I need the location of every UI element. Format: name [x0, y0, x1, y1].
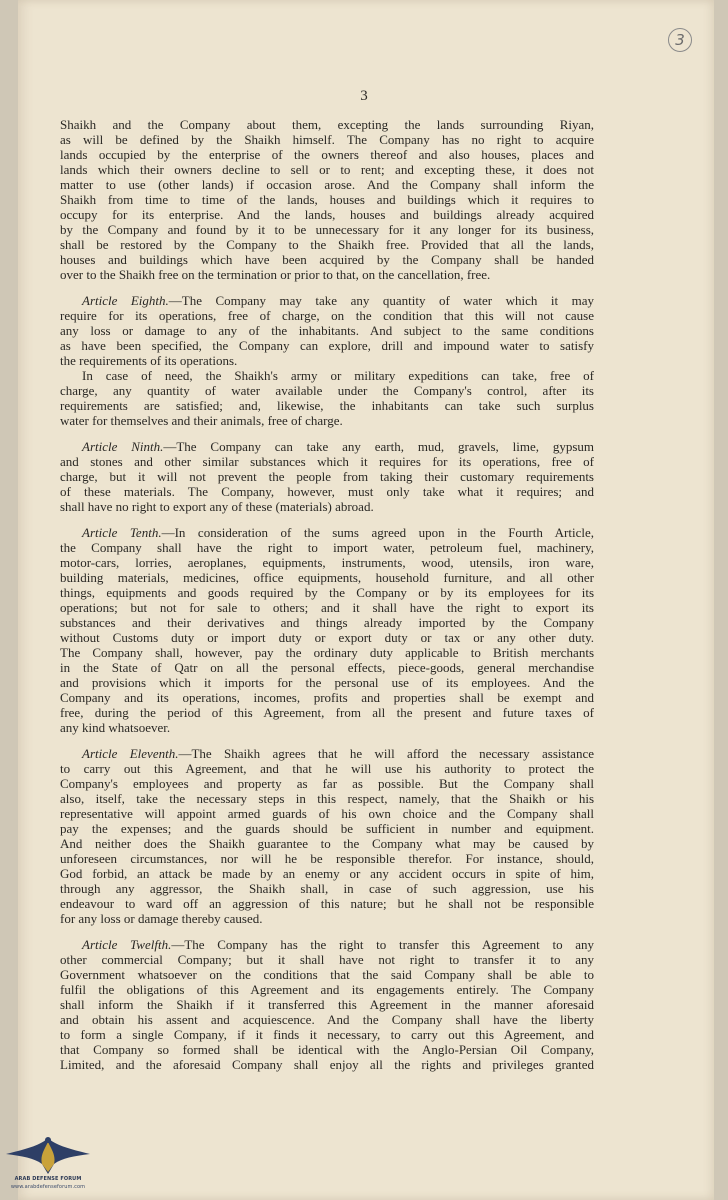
- text-line: [60, 484, 594, 499]
- text-line-content: Company and its operations, incomes, profits and properties shall be exempt and: [60, 690, 594, 705]
- text-line-content: —The Company has the right to transfer this Agreement to any: [171, 937, 594, 952]
- text-line: [60, 252, 594, 267]
- text-line-content: of these materials. The Company, however, must only take what it requires; and: [60, 484, 594, 499]
- text-line-content: and provisions which it imports for the personal use of its employees. And the: [60, 675, 594, 690]
- text-line-content: operations; but not for sale to others; and it shall have the right to export its: [60, 600, 594, 615]
- folio-number-stamp: 3: [668, 28, 692, 52]
- text-line: [60, 630, 594, 645]
- text-line-content: to form a single Company, if it finds it necessary, to carry out this Agreement, and: [60, 1027, 594, 1042]
- paragraph: [60, 746, 594, 926]
- text-line: [60, 776, 594, 791]
- text-line: [60, 293, 594, 308]
- paragraph: [60, 293, 594, 368]
- article-heading: Article Tenth.: [82, 525, 162, 540]
- text-line: [60, 308, 594, 323]
- text-line-content: lands which their owners decline to sell or to rent; and excepting these, it does not: [60, 162, 594, 177]
- text-line-content: and stones and other similar substances which it requires for its operations, free of: [60, 454, 594, 469]
- text-line: [60, 720, 594, 735]
- text-line-content: in the State of Qatr on all the personal effects, piece-goods, general merchandise: [60, 660, 594, 675]
- text-line: [60, 207, 594, 222]
- text-line: [60, 454, 594, 469]
- text-line-content: —The Shaikh agrees that he will afford the necessary assistance: [178, 746, 594, 761]
- text-line-content: The Company shall, however, pay the ordinary duty applicable to British merchants: [60, 645, 594, 660]
- text-line: [60, 555, 594, 570]
- text-line-content: endeavour to ward off an aggression of this nature; but he shall not be responsible: [60, 896, 594, 911]
- text-line: [60, 338, 594, 353]
- article-heading: Article Eighth.: [82, 293, 169, 308]
- text-line-content: require for its operations, free of charge, on the condition that this will not cause: [60, 308, 594, 323]
- text-line-content: shall inform the Shaikh if it transferred this Agreement in the manner aforesaid: [60, 997, 594, 1012]
- text-line-content: any loss or damage to any of the inhabitants. And subject to the same conditions: [60, 323, 594, 338]
- text-line-content: And neither does the Shaikh guarantee to the Company what may be caused by: [60, 836, 594, 851]
- text-line: [60, 881, 594, 896]
- text-line-content: through any aggressor, the Shaikh shall, in case of such aggression, use his: [60, 881, 594, 896]
- text-line-content: requirements are satisfied; and, likewise, the inhabitants can take such surplus: [60, 398, 594, 413]
- text-line: [60, 237, 594, 252]
- text-line-content: God forbid, an attack be made by an enemy or any accident occurs in spite of him,: [60, 866, 594, 881]
- text-line-content: by the Company and found by it to be unnecessary for it any longer for its business,: [60, 222, 594, 237]
- text-line: [60, 540, 594, 555]
- watermark-url: www.arabdefenseforum.com: [10, 1184, 86, 1190]
- text-line-content: houses and buildings which have been acquired by the Company shall be handed: [60, 252, 594, 267]
- text-line-content: without Customs duty or import duty or export duty or tax or any other duty.: [60, 630, 594, 645]
- text-line-content: Shaikh and the Company about them, excepting the lands surrounding Riyan,: [60, 117, 594, 132]
- text-line-content: building materials, medicines, office equipments, household furniture, and all other: [60, 570, 594, 585]
- text-line-content: —The Company may take any quantity of water which it may: [168, 293, 595, 308]
- text-line: [60, 997, 594, 1012]
- paragraph: [60, 525, 594, 735]
- text-line: [60, 439, 594, 454]
- text-line: [60, 967, 594, 982]
- text-line-content: motor-cars, lorries, aeroplanes, equipments, instruments, wood, utensils, iron ware,: [60, 555, 594, 570]
- text-line: [60, 323, 594, 338]
- text-line: [60, 675, 594, 690]
- text-line-content: Government whatsoever on the conditions that the said Company shall be able to: [60, 967, 594, 982]
- text-line-content: to carry out this Agreement, and that he will use his authority to protect the: [60, 761, 594, 776]
- paragraph: [60, 117, 594, 282]
- article-heading: Article Eleventh.: [82, 746, 179, 761]
- text-line: [60, 383, 594, 398]
- text-line-content: the requirements of its operations.: [60, 353, 238, 368]
- article-heading: Article Ninth.: [82, 439, 164, 454]
- text-line-content: occupy for its enterprise. And the lands, houses and buildings already acquired: [60, 207, 594, 222]
- text-line-content: for any loss or damage thereby caused.: [60, 911, 263, 926]
- text-line: [60, 866, 594, 881]
- eagle-logo-icon: [0, 1128, 96, 1178]
- text-line-content: substances and their derivatives and things already imported by the Company: [60, 615, 594, 630]
- text-line-content: unforeseen circumstances, nor will he be responsible therefor. For instance, should,: [60, 851, 594, 866]
- text-line-content: the Company shall have the right to import water, petroleum fuel, machinery,: [60, 540, 594, 555]
- text-line: [60, 147, 594, 162]
- text-line-content: any kind whatsoever.: [60, 720, 171, 735]
- text-line: [60, 791, 594, 806]
- text-line: [60, 746, 594, 761]
- text-line: [60, 952, 594, 967]
- text-line: [60, 851, 594, 866]
- text-line: [60, 836, 594, 851]
- text-line-content: matter to use (other lands) if occasion arose. And the Company shall inform the: [60, 177, 594, 192]
- text-line: [60, 525, 594, 540]
- text-line: [60, 937, 594, 952]
- text-line: [60, 615, 594, 630]
- text-line-content: as have been specified, the Company can explore, drill and impound water to satisfy: [60, 338, 594, 353]
- text-line: [60, 585, 594, 600]
- text-line-content: charge, any quantity of water available under the Company's control, after its: [60, 383, 594, 398]
- text-line: [60, 911, 594, 926]
- text-line: [60, 398, 594, 413]
- text-line: [60, 162, 594, 177]
- text-line: [60, 1012, 594, 1027]
- text-line-content: things, equipments and goods required by the Company or by its employees for its: [60, 585, 594, 600]
- text-line-content: pay the expenses; and the guards should be sufficient in number and equipment.: [60, 821, 594, 836]
- forum-watermark: [0, 1128, 96, 1200]
- text-line: [60, 132, 594, 147]
- text-line: [60, 469, 594, 484]
- text-line-content: fulfil the obligations of this Agreement and its engagements entirely. The Company: [60, 982, 594, 997]
- text-line-content: free, during the period of this Agreement, from all the present and future taxes of: [60, 705, 594, 720]
- text-line: [60, 982, 594, 997]
- article-heading: Article Twelfth.: [82, 937, 172, 952]
- text-line: [60, 413, 594, 428]
- text-line: [60, 705, 594, 720]
- text-line: [60, 645, 594, 660]
- text-line-content: charge, but it will not prevent the people from taking their customary requirements: [60, 469, 594, 484]
- text-line: [60, 690, 594, 705]
- text-line: [60, 499, 594, 514]
- text-line: [60, 761, 594, 776]
- text-line-content: shall be restored by the Company to the Shaikh free. Provided that all the lands,: [60, 237, 594, 252]
- text-line: [60, 600, 594, 615]
- text-line-content: In case of need, the Shaikh's army or military expeditions can take, free of: [82, 368, 594, 383]
- paragraph: [60, 439, 594, 514]
- watermark-title: ARAB DEFENSE FORUM: [14, 1176, 82, 1182]
- page-number: 3: [360, 88, 368, 104]
- text-line: [60, 896, 594, 911]
- text-line-content: as will be defined by the Shaikh himself. The Company has no right to acquire: [60, 132, 594, 147]
- text-line-content: other commercial Company; but it shall have not right to transfer it to any: [60, 952, 594, 967]
- text-line-content: —The Company can take any earth, mud, gravels, lime, gypsum: [163, 439, 594, 454]
- paragraph: [60, 937, 594, 1072]
- text-line-content: water for themselves and their animals, free of charge.: [60, 413, 343, 428]
- text-line-content: over to the Shaikh free on the termination or prior to that, on the cancellation, free.: [60, 267, 491, 282]
- text-line-content: Shaikh from time to time of the lands, houses and buildings which it requires to: [60, 192, 594, 207]
- text-line-content: that Company so formed shall be identical with the Anglo-Persian Oil Company,: [60, 1042, 594, 1057]
- text-line: [60, 192, 594, 207]
- text-line-content: and obtain his assent and acquiescence. And the Company shall have the liberty: [60, 1012, 594, 1027]
- paragraph: [60, 368, 594, 428]
- text-line: [60, 267, 594, 282]
- text-line-content: representative will appoint armed guards of his own choice and the Company shall: [60, 806, 594, 821]
- text-line-content: Company's employees and property as far as possible. But the Company shall: [60, 776, 594, 791]
- text-line-content: Limited, and the aforesaid Company shall enjoy all the rights and privileges granted: [60, 1057, 594, 1072]
- text-line-content: —In consideration of the sums agreed upon in the Fourth Article,: [161, 525, 595, 540]
- text-line: [60, 353, 594, 368]
- text-line: [60, 117, 594, 132]
- text-line: [60, 660, 594, 675]
- text-line: [60, 177, 594, 192]
- text-line: [60, 222, 594, 237]
- text-line: [60, 1042, 594, 1057]
- text-line: [60, 368, 594, 383]
- text-line-content: shall have no right to export any of these (materials) abroad.: [60, 499, 374, 514]
- text-line: [60, 806, 594, 821]
- text-line: [60, 1057, 594, 1072]
- text-line-content: lands occupied by the enterprise of the owners thereof and also houses, places and: [60, 147, 594, 162]
- document-body: [60, 117, 594, 1072]
- text-line: [60, 570, 594, 585]
- text-line-content: also, itself, take the necessary steps in this respect, namely, that the Shaikh or his: [60, 791, 594, 806]
- text-line: [60, 1027, 594, 1042]
- text-line: [60, 821, 594, 836]
